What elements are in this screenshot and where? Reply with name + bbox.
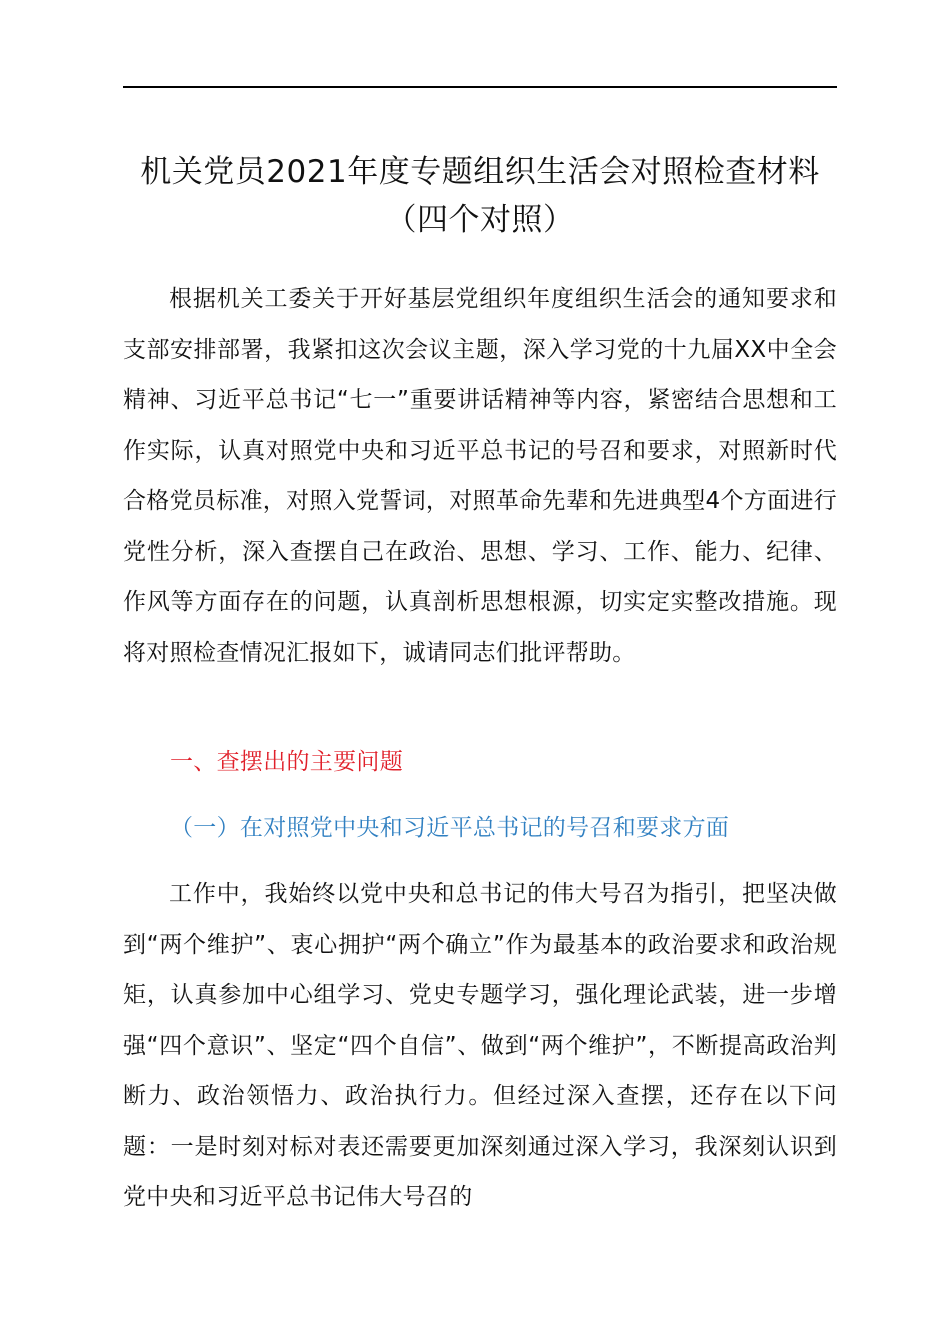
document-title: 机关党员2021年度专题组织生活会对照检查材料（四个对照） (140, 154, 820, 238)
subsection-heading-1: （一）在对照党中央和习近平总书记的号召和要求方面 (170, 815, 730, 841)
section-heading-1: 一、查摆出的主要问题 (170, 749, 403, 775)
header-rule (123, 86, 837, 88)
intro-paragraph: 根据机关工委关于开好基层党组织年度组织生活会的通知要求和支部安排部署，我紧扣这次会议主题，深入学习党的十九届XX中全会精神、习近平总书记“七一”重要讲话精神等内容，紧密结合思想和工作实际，认真对照党中央和习近平总书记的号召和要求，对照新时代合格党员标准，对照入党誓词，对照革命先辈和先进典型4个方面进行党性分析，深入查摆自己在政治、思想、学习、工作、能力、纪律、作风等方面存在的问题，认真剖析思想根源，切实定实整改措施。现将对照检查情况汇报如下，诚请同志们批评帮助。 (123, 286, 837, 666)
body-paragraph-1: 工作中，我始终以党中央和总书记的伟大号召为指引，把坚决做到“两个维护”、衷心拥护“两个确立”作为最基本的政治要求和政治规矩，认真参加中心组学习、党史专题学习，强化理论武装，进一步增强“四个意识”、坚定“四个自信”、做到“两个维护”，不断提高政治判断力、政治领悟力、政治执行力。但经过深入查摆，还存在以下问题：一是时刻对标对表还需要更加深刻通过深入学习，我深刻认识到党中央和习近平总书记伟大号召的 (123, 881, 837, 1210)
